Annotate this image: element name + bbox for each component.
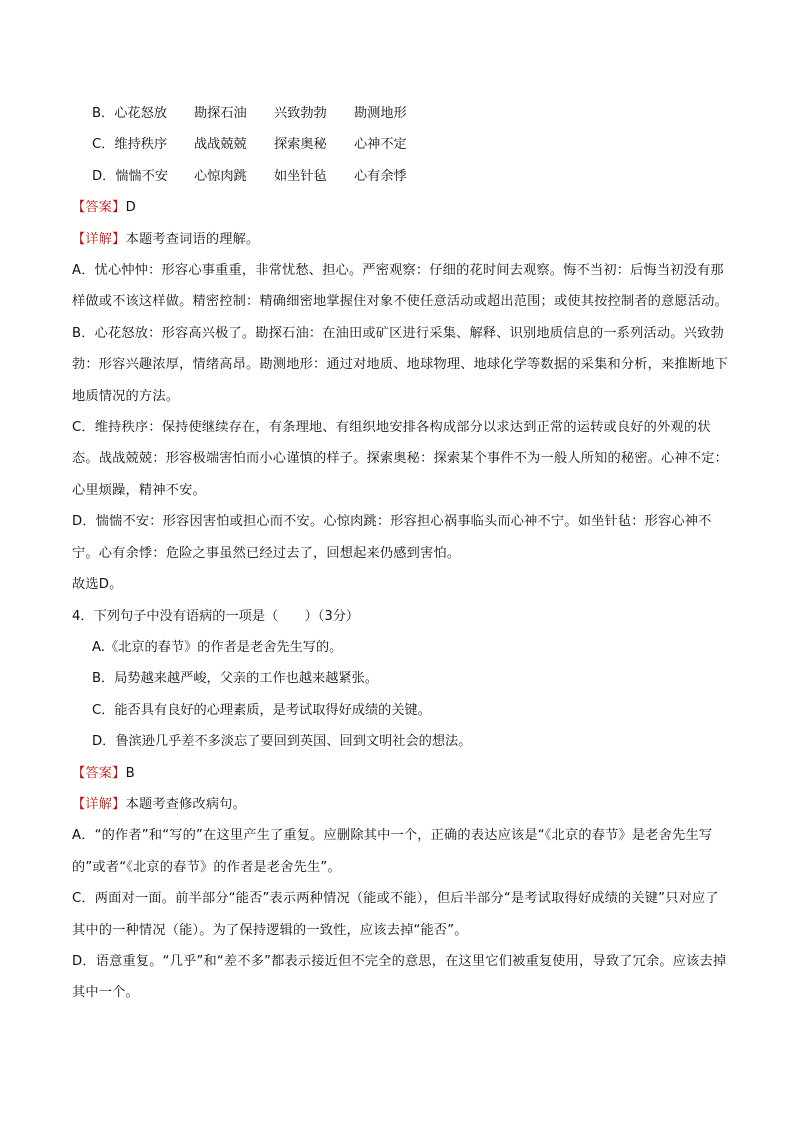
q3-detail: [72, 224, 728, 255]
q3-explanation-b: B．心花怒放：形容高兴极了。勘探石油：在油田或矿区进行采集、解释、识别地质信息的一系列活动。兴致勃勃：形容兴趣浓厚，情绪高昂。勘测地形：通过对地质、地球物理、地球化学等数据的采集和分析，来推断地下地质情况的方法。: [72, 325, 728, 404]
detail-label: 【详解】: [72, 796, 126, 812]
q4-option-c: C．能否具有良好的心理素质，是考试取得好成绩的关键。: [92, 702, 431, 718]
q3-option-c: [72, 129, 728, 160]
q4-option-d: D．鲁滨逊几乎差不多淡忘了要回到英国、回到文明社会的想法。: [92, 734, 472, 750]
q4-detail: [72, 789, 728, 820]
option-word: 心惊肉跳: [194, 168, 247, 184]
option-first-word: C．维持秩序: [92, 137, 168, 153]
q3-explanation-d: D．惴惴不安：形容因害怕或担心而不安。心惊肉跳：形容担心祸事临头而心神不宁。如坐针毡：形容心神不宁。心有余悸：危险之事虽然已经过去了，回想起来仍感到害怕。: [72, 514, 712, 561]
option-word: 心神不定: [354, 137, 407, 153]
option-word: 心有余悸: [354, 168, 407, 184]
q3-conclusion: 故选D。: [72, 577, 123, 593]
answer-label: 【答案】: [72, 200, 126, 216]
option-word: 勘探石油: [194, 106, 247, 121]
q4-explanation-c: C．两面对一面。前半部分“能否”表示两种情况（能或不能），但后半部分“是考试取得好成绩的关键”只对应了其中的一种情况（能）。为了保持逻辑的一致性，应该去掉“能否”。: [72, 891, 719, 938]
q4-option-b: B．局势越来越严峻，父亲的工作也越来越紧张。: [92, 671, 378, 687]
answer-value: B: [125, 765, 135, 781]
option-first-word: D．惴惴不安: [92, 168, 169, 184]
page-content: [72, 98, 728, 1009]
q4-answer: [72, 758, 728, 789]
q3-explanation-c: C．维持秩序：保持使继续存在，有条理地、有组织地安排各构成部分以求达到正常的运转或良好的外观的状态。战战兢兢：形容极端害怕而小心谨慎的样子。探索奥秘：探索某个事件不为一般人所知的秘密。心神不定：心里烦躁，精神不安。: [72, 420, 728, 498]
q3-option-b: [72, 98, 728, 129]
option-word: 如坐针毡: [274, 168, 327, 184]
answer-value: D: [125, 200, 136, 216]
q3-explanation-a: A．忧心忡忡：形容心事重重，非常忧愁、担心。严密观察：仔细的花时间去观察。悔不当初：后悔当初没有那样做或不该这样做。精密控制：精确细密地掌握住对象不使任意活动或超出范围；或使其按控制者的意愿活动。: [72, 263, 728, 310]
detail-intro: 本题考查修改病句。: [125, 796, 247, 812]
q3-options: [72, 98, 728, 192]
q4-stem: 4．下列句子中没有语病的一项是（ ）（3分）: [72, 608, 360, 624]
option-word: 勘测地形: [354, 106, 407, 121]
q4-explanation-d: D．语意重复。“几乎”和“差不多”都表示接近但不完全的意思，在这里它们被重复使用，导致了冗余。应该去掉其中一个。: [72, 953, 727, 1001]
option-word: 兴致勃勃: [274, 106, 327, 121]
option-word: 探索奥秘: [274, 137, 327, 153]
q4-explanation-a: A．“的作者”和“写的”在这里产生了重复。应删除其中一个，正确的表达应该是“《北京的春节》是老舍先生写的”或者“《北京的春节》的作者是老舍先生”。: [72, 828, 713, 875]
q4-option-a: A.《北京的春节》的作者是老舍先生写的。: [92, 639, 343, 655]
answer-label: 【答案】: [72, 765, 126, 781]
option-word: 战战兢兢: [194, 137, 247, 153]
detail-intro: 本题考查词语的理解。: [125, 231, 260, 247]
option-first-word: B．心花怒放: [92, 106, 167, 121]
q3-option-d: [72, 161, 728, 192]
detail-label: 【详解】: [72, 231, 126, 247]
q3-answer: [72, 192, 728, 223]
